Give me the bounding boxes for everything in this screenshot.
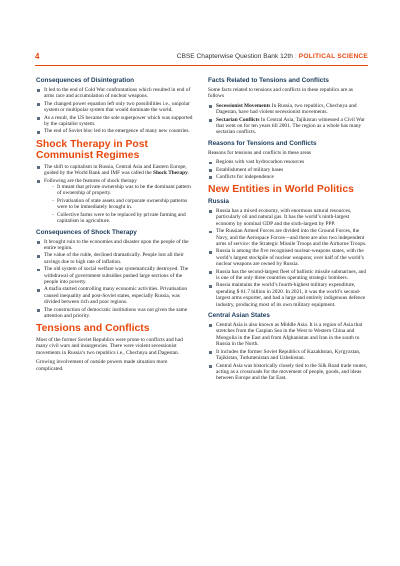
list-item: Russia is among the five recognised nuclear-weapons states, with the world’s largest stockpile of nuclear weapons; over half of the world’s nuclear weapons are owned by Russia. — [208, 248, 370, 267]
central-asia-list — [208, 322, 370, 382]
list-item: The value of the ruble, declined dramatically. People lost all their savings due to high rate of inflation. — [36, 252, 195, 265]
list-item: Regions with vast hydrocarbon resources — [208, 159, 370, 165]
list-item: It includes the former Soviet Republics of Kazakhstan, Kyrgyzstan, Tajikistan, Turkmenistan and Uzbekistan. — [208, 349, 370, 362]
list-item — [36, 178, 195, 225]
list-item: The end of Soviet bloc led to the emergence of many new countries. — [36, 128, 195, 134]
section-heading-shock-therapy: Shock Therapy in Post Communist Regimes — [36, 138, 149, 162]
page-header — [0, 0, 400, 61]
facts-list — [208, 103, 370, 136]
title-separator: : — [294, 53, 297, 60]
list-item: The changed power equation left only two possibilities i.e., unipolar system or multipolar system that would dominate the world. — [36, 101, 195, 114]
subject-label: POLITICAL SCIENCE — [298, 53, 368, 60]
right-column — [208, 77, 370, 386]
section-heading-shock-consequences: Consequences of Shock Therapy — [36, 228, 137, 236]
features-lead: Following are the features of shock therapy — [44, 177, 137, 184]
section-heading-central-asia: Central Asian States — [208, 312, 270, 320]
sub-list-item: - It meant that private ownership was to be the dominant pattern of ownership of property. — [52, 184, 195, 197]
russia-list — [208, 208, 370, 308]
section-heading-disintegration: Consequences of Disintegration — [36, 77, 135, 84]
list-item — [208, 117, 370, 136]
shock-consequences-list — [36, 239, 195, 320]
book-title: CBSE Chapterwise Question Bank 12th — [176, 53, 293, 60]
list-item: Russia has a mixed economy, with enormous natural resources, particularly oil and natural gas. It has the world’s ninth-largest economy by nominal GDP and the sixth-largest by PPP. — [208, 208, 370, 227]
features-sublist — [44, 184, 195, 224]
running-head — [177, 54, 368, 60]
reasons-list — [208, 159, 370, 180]
shock-therapy-list — [36, 164, 195, 225]
list-item: As a result, the US became the sole superpower which was supported by the capitalist system. — [36, 115, 195, 128]
disintegration-list — [36, 87, 195, 135]
list-item — [208, 103, 370, 116]
list-item: The Russian Armed Forces are divided into the Ground Forces, the Navy, and the Aerospace Forces—and there are also two independent arms of service: the Strategic Missile Troops and the Airborne Troops. — [208, 228, 370, 247]
section-heading-russia: Russia — [208, 197, 229, 205]
list-item: Establishment of military bases — [208, 167, 370, 173]
left-column — [36, 77, 195, 375]
section-heading-facts: Facts Related to Tensions and Conflicts — [208, 77, 329, 84]
list-item: A mafia started controlling many economic activities. Privatisation caused inequality and post-Soviet states, especially Russia, was divided between rich and poor regions. — [36, 286, 195, 305]
tensions-paragraph: Most of the former Soviet Republics were prone to conflicts and had many civil wars and insurgencies. There were violent secessionist movements in Russia’s two republics i.e., Chechnya and Dagestan. — [36, 336, 183, 356]
page-number: 4 — [35, 52, 40, 61]
header-rule — [35, 65, 368, 66]
term-secessionist: Secessionist Movements — [216, 102, 271, 109]
term-description: In Central Asia, Tajikistan witnessed a Civil War that went on for ten years till 2001. The region as a whole has many sectarian conflicts. — [216, 116, 365, 136]
list-item: It led to the end of Cold War confrontations which resulted in end of arms race and accumulation of nuclear weapons. — [36, 87, 195, 100]
shock-intro-text: The shift to capitalism in Russia, Central Asia and Eastern Europe, guided by the World Bank and IMF was called the — [44, 163, 187, 177]
term-description: In Russia, two republics, Chechnya and Dagestan, have had violent secessionist movements. — [216, 102, 357, 116]
list-item: The old system of social welfare was systematically destroyed. The withdrawal of government subsidies pushed large sections of the people into poverty. — [36, 266, 195, 285]
section-heading-tensions: Tensions and Conflicts — [36, 323, 150, 335]
list-item — [36, 164, 195, 177]
list-item: It brought ruin to the economies and disaster upon the people of the entire region. — [36, 239, 195, 252]
facts-intro: Some facts related to tensions and conflicts in these republics are as follows — [208, 87, 353, 100]
list-item: Russia has the second-largest fleet of ballistic missile submarines, and is one of the only three countries operating strategic bombers. — [208, 269, 370, 282]
list-item: Central Asia was historically closely tied to the Silk Road trade routes, acting as a crossroads for the movement of people, goods, and ideas between Europe and the far East. — [208, 363, 370, 382]
shock-therapy-term: Shock Therapy — [153, 170, 188, 177]
section-heading-reasons: Reasons for Tensions and Conflicts — [208, 139, 317, 147]
list-item: The construction of democratic institutions was not given the same attention and priority. — [36, 307, 195, 320]
list-item: Russia maintains the world’s fourth-highest military expenditure, spending $ 61.7 billion in 2020. In 2021, it was the world’s second-largest arms exporter, and had a large and entirely indigenous defence industry, producing most of its own military equipment. — [208, 282, 370, 308]
sub-list-item: - Collective farms were to be replaced by private farming and capitalism in agriculture. — [52, 212, 195, 225]
term-sectarian: Sectarian Conflicts — [216, 116, 260, 123]
tensions-paragraph: Growing involvement of outside powers made situation more complicated. — [36, 359, 168, 372]
sub-list-item: - Privatisation of state assets and corporate ownership patterns were to be immediately brought in. — [52, 198, 195, 211]
shock-intro-end: . — [187, 170, 190, 177]
reasons-intro: Reasons for tensions and conflicts in these areas — [208, 149, 312, 156]
section-heading-new-entities: New Entities in World Politics — [208, 184, 354, 196]
list-item: Central Asia is also known as Middle Asia. It is a region of Asia that stretches from the Caspian Sea in the West to Western China and Mongolia in the East and from Afghanistan and Iran in the south to Russia in the North. — [208, 322, 370, 348]
list-item: Conflicts for independence — [208, 174, 370, 180]
